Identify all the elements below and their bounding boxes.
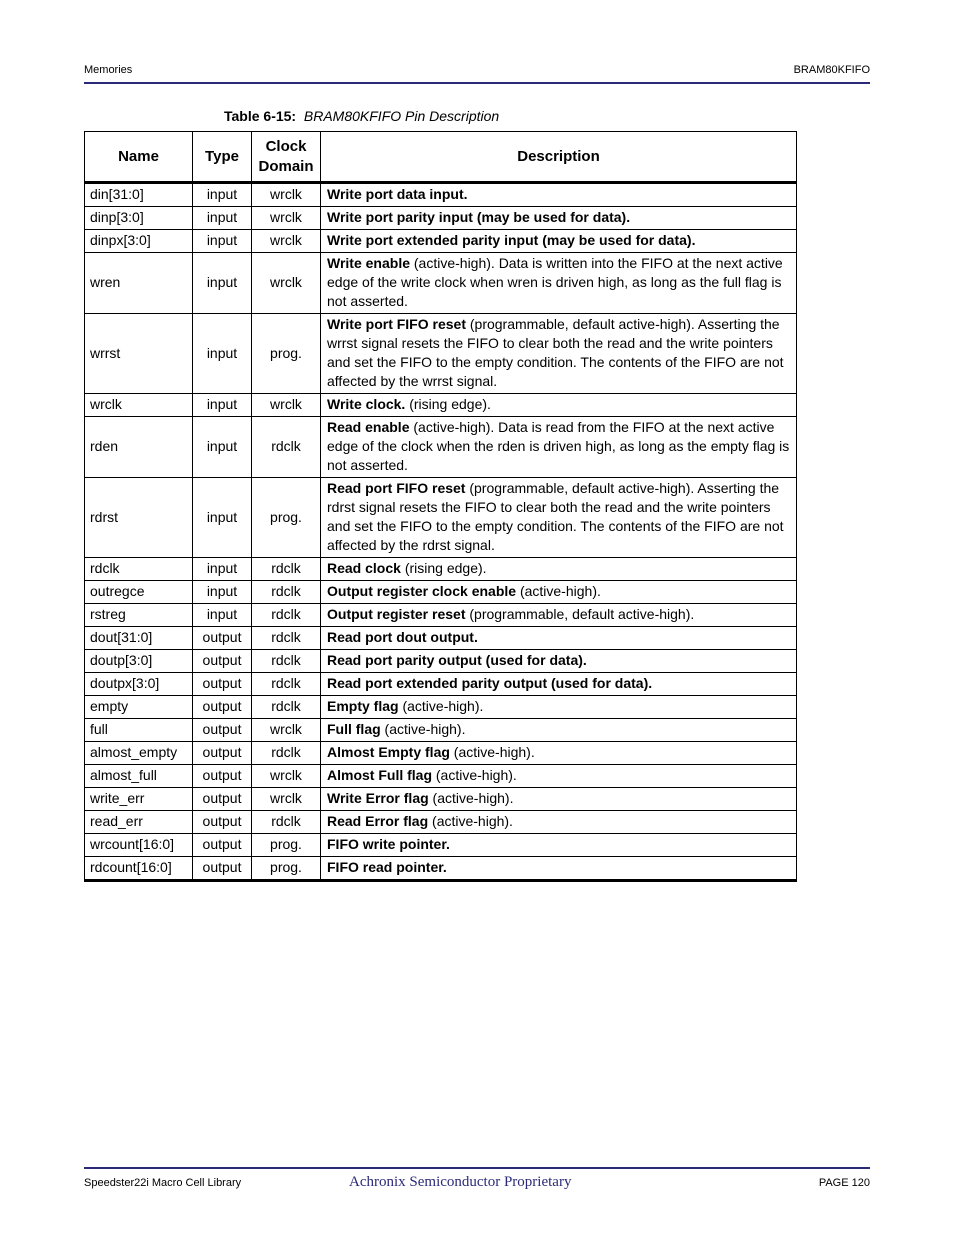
pin-type-cell: input xyxy=(193,394,252,417)
pin-clock-cell: rdclk xyxy=(252,650,321,673)
page-header-left: Memories xyxy=(84,64,133,76)
pin-type-cell: input xyxy=(193,581,252,604)
description-bold: FIFO write pointer. xyxy=(327,836,450,852)
table-row xyxy=(85,742,797,765)
pin-description-cell xyxy=(321,183,797,207)
table-row xyxy=(85,478,797,558)
pin-description-cell xyxy=(321,558,797,581)
pin-description-cell xyxy=(321,581,797,604)
table-row xyxy=(85,857,797,881)
description-text: (active-high). xyxy=(428,790,514,806)
pin-description-cell xyxy=(321,394,797,417)
description-text: (active-high). xyxy=(398,698,484,714)
table-row xyxy=(85,183,797,207)
caption-title: BRAM80KFIFO Pin Description xyxy=(303,108,500,124)
col-header-clock-domain xyxy=(252,132,321,183)
pin-type-cell: input xyxy=(193,253,252,314)
pin-clock-cell: rdclk xyxy=(252,581,321,604)
pin-type-cell: input xyxy=(193,417,252,478)
pin-name-cell: almost_empty xyxy=(85,742,193,765)
description-bold: Output register reset xyxy=(327,606,466,622)
pin-name-cell: wren xyxy=(85,253,193,314)
table-row xyxy=(85,394,797,417)
col-header-clock-line2: Domain xyxy=(258,157,314,175)
col-header-clock-line1: Clock xyxy=(265,137,307,155)
pin-clock-cell: prog. xyxy=(252,314,321,394)
pin-name-cell: empty xyxy=(85,696,193,719)
pin-clock-cell: rdclk xyxy=(252,673,321,696)
pin-type-cell: input xyxy=(193,183,252,207)
footer-center: Achronix Semiconductor Proprietary xyxy=(349,1174,572,1190)
pin-clock-cell: wrclk xyxy=(252,183,321,207)
pin-clock-cell: wrclk xyxy=(252,230,321,253)
table-row xyxy=(85,604,797,627)
description-bold: Almost Empty flag xyxy=(327,744,450,760)
pin-clock-cell: wrclk xyxy=(252,788,321,811)
description-text: (active-high). xyxy=(516,583,601,599)
pin-clock-cell: rdclk xyxy=(252,742,321,765)
pin-name-cell: outregce xyxy=(85,581,193,604)
pin-name-cell: rdcount[16:0] xyxy=(85,857,193,881)
col-header-name: Name xyxy=(85,132,193,183)
description-text: (active-high). xyxy=(428,813,513,829)
pin-type-cell: output xyxy=(193,765,252,788)
pin-description-cell xyxy=(321,834,797,857)
footer-left: Speedster22i Macro Cell Library xyxy=(84,1177,242,1189)
description-bold: Output register clock enable xyxy=(327,583,517,599)
pin-type-cell: input xyxy=(193,558,252,581)
description-text: (active-high). xyxy=(449,744,535,760)
pin-clock-cell: rdclk xyxy=(252,417,321,478)
table-row xyxy=(85,314,797,394)
pin-description-cell xyxy=(321,788,797,811)
pin-type-cell: input xyxy=(193,314,252,394)
pin-name-cell: doutp[3:0] xyxy=(85,650,193,673)
pin-clock-cell: prog. xyxy=(252,857,321,881)
page-header-right: BRAM80KFIFO xyxy=(793,64,870,76)
pin-clock-cell: wrclk xyxy=(252,394,321,417)
description-bold: Write port FIFO reset xyxy=(327,316,466,332)
pin-description-cell xyxy=(321,857,797,881)
description-bold: Write port extended parity input (may be used for data). xyxy=(327,232,696,248)
description-bold: Read port dout output. xyxy=(327,629,478,645)
pin-type-cell: output xyxy=(193,627,252,650)
description-bold: Full flag xyxy=(327,721,381,737)
pin-type-cell: input xyxy=(193,230,252,253)
pin-description-cell xyxy=(321,207,797,230)
description-bold: Read clock xyxy=(327,560,401,576)
description-bold: Write port parity input (may be used for data). xyxy=(327,209,631,225)
table-row xyxy=(85,719,797,742)
pin-name-cell: wrrst xyxy=(85,314,193,394)
pin-description-cell xyxy=(321,650,797,673)
description-bold: Read Error flag xyxy=(327,813,429,829)
pin-type-cell: input xyxy=(193,478,252,558)
pin-name-cell: full xyxy=(85,719,193,742)
pin-clock-cell: wrclk xyxy=(252,207,321,230)
pin-name-cell: doutpx[3:0] xyxy=(85,673,193,696)
description-text: (rising edge). xyxy=(405,396,491,412)
pin-name-cell: rden xyxy=(85,417,193,478)
pin-name-cell: din[31:0] xyxy=(85,183,193,207)
description-bold: Almost Full flag xyxy=(327,767,432,783)
pin-type-cell: output xyxy=(193,719,252,742)
table-row xyxy=(85,788,797,811)
description-bold: Empty flag xyxy=(327,698,399,714)
pin-name-cell: dinp[3:0] xyxy=(85,207,193,230)
pin-description-cell xyxy=(321,604,797,627)
pin-description-cell xyxy=(321,696,797,719)
table-row xyxy=(85,765,797,788)
description-text: (programmable, default active-high). xyxy=(465,606,695,622)
table-row xyxy=(85,207,797,230)
pin-clock-cell: wrclk xyxy=(252,765,321,788)
pin-description-cell xyxy=(321,742,797,765)
pin-name-cell: rstreg xyxy=(85,604,193,627)
table-row xyxy=(85,811,797,834)
description-bold: Read port extended parity output (used for data). xyxy=(327,675,653,691)
table-caption xyxy=(224,108,499,124)
description-text: (programmable, default active-high). Asserting the rdrst signal resets the FIFO to clear both the read and the write pointers and set the FIFO to the empty condition. The contents of the FIFO are not affected by the rdrst signal. xyxy=(327,480,784,553)
description-text: (active-high). Data is read from the FIFO at the next active edge of the clock when the rden is driven high, as long as the empty flag is not asserted. xyxy=(327,419,790,473)
pin-type-cell: output xyxy=(193,788,252,811)
pin-name-cell: dinpx[3:0] xyxy=(85,230,193,253)
pin-type-cell: output xyxy=(193,696,252,719)
col-header-type: Type xyxy=(193,132,252,183)
description-text: (active-high). xyxy=(380,721,466,737)
pin-clock-cell: rdclk xyxy=(252,811,321,834)
description-bold: Write clock. xyxy=(327,396,406,412)
pin-clock-cell: rdclk xyxy=(252,604,321,627)
footer-right: PAGE 120 xyxy=(818,1177,870,1189)
table-row xyxy=(85,581,797,604)
pin-type-cell: output xyxy=(193,857,252,881)
description-bold: Read port parity output (used for data). xyxy=(327,652,587,668)
pin-description-cell xyxy=(321,253,797,314)
table-row xyxy=(85,627,797,650)
caption-label: Table 6-15: xyxy=(224,108,297,124)
description-text: (programmable, default active-high). Asserting the wrrst signal resets the FIFO to clear both the read and the write pointers and set the FIFO to the empty condition. The contents of the FIFO are not affected by the wrrst signal. xyxy=(327,316,784,389)
pin-clock-cell: rdclk xyxy=(252,627,321,650)
footer-rule xyxy=(84,1167,870,1169)
pin-description-cell xyxy=(321,230,797,253)
table-row xyxy=(85,834,797,857)
table-body xyxy=(85,183,797,881)
pin-description-cell xyxy=(321,314,797,394)
table-row xyxy=(85,673,797,696)
pin-name-cell: dout[31:0] xyxy=(85,627,193,650)
pin-description-cell xyxy=(321,627,797,650)
pin-type-cell: output xyxy=(193,742,252,765)
description-bold: Read port FIFO reset xyxy=(327,480,466,496)
table-row xyxy=(85,230,797,253)
pin-clock-cell: rdclk xyxy=(252,558,321,581)
description-text: (active-high). Data is written into the FIFO at the next active edge of the write clock when wren is driven high, as long as the full flag is not asserted. xyxy=(327,255,783,309)
pin-clock-cell: prog. xyxy=(252,834,321,857)
description-bold: Write enable xyxy=(327,255,410,271)
pin-name-cell: write_err xyxy=(85,788,193,811)
table-row xyxy=(85,253,797,314)
pin-name-cell: almost_full xyxy=(85,765,193,788)
pin-name-cell: rdclk xyxy=(85,558,193,581)
pin-clock-cell: wrclk xyxy=(252,253,321,314)
pin-clock-cell: rdclk xyxy=(252,696,321,719)
pin-description-cell xyxy=(321,417,797,478)
pin-type-cell: output xyxy=(193,650,252,673)
pin-type-cell: input xyxy=(193,604,252,627)
col-header-description: Description xyxy=(321,132,797,183)
pin-description-cell xyxy=(321,765,797,788)
pin-description-cell xyxy=(321,673,797,696)
table-row xyxy=(85,558,797,581)
table-header-row xyxy=(85,132,797,183)
pin-description-cell xyxy=(321,811,797,834)
table-row xyxy=(85,417,797,478)
table-row xyxy=(85,650,797,673)
pin-clock-cell: prog. xyxy=(252,478,321,558)
pin-clock-cell: wrclk xyxy=(252,719,321,742)
pin-description-cell xyxy=(321,719,797,742)
description-bold: Write port data input. xyxy=(327,186,468,202)
header-rule xyxy=(84,82,870,84)
pin-description-cell xyxy=(321,478,797,558)
description-text: (rising edge). xyxy=(400,560,487,576)
pin-name-cell: rdrst xyxy=(85,478,193,558)
pin-type-cell: output xyxy=(193,673,252,696)
pin-name-cell: wrclk xyxy=(85,394,193,417)
pin-name-cell: wrcount[16:0] xyxy=(85,834,193,857)
description-text: (active-high). xyxy=(432,767,517,783)
pin-description-table xyxy=(84,131,797,882)
pin-type-cell: output xyxy=(193,834,252,857)
pin-name-cell: read_err xyxy=(85,811,193,834)
pin-type-cell: input xyxy=(193,207,252,230)
description-bold: Read enable xyxy=(327,419,410,435)
table-row xyxy=(85,696,797,719)
description-bold: FIFO read pointer. xyxy=(327,859,447,875)
pin-type-cell: output xyxy=(193,811,252,834)
description-bold: Write Error flag xyxy=(327,790,429,806)
